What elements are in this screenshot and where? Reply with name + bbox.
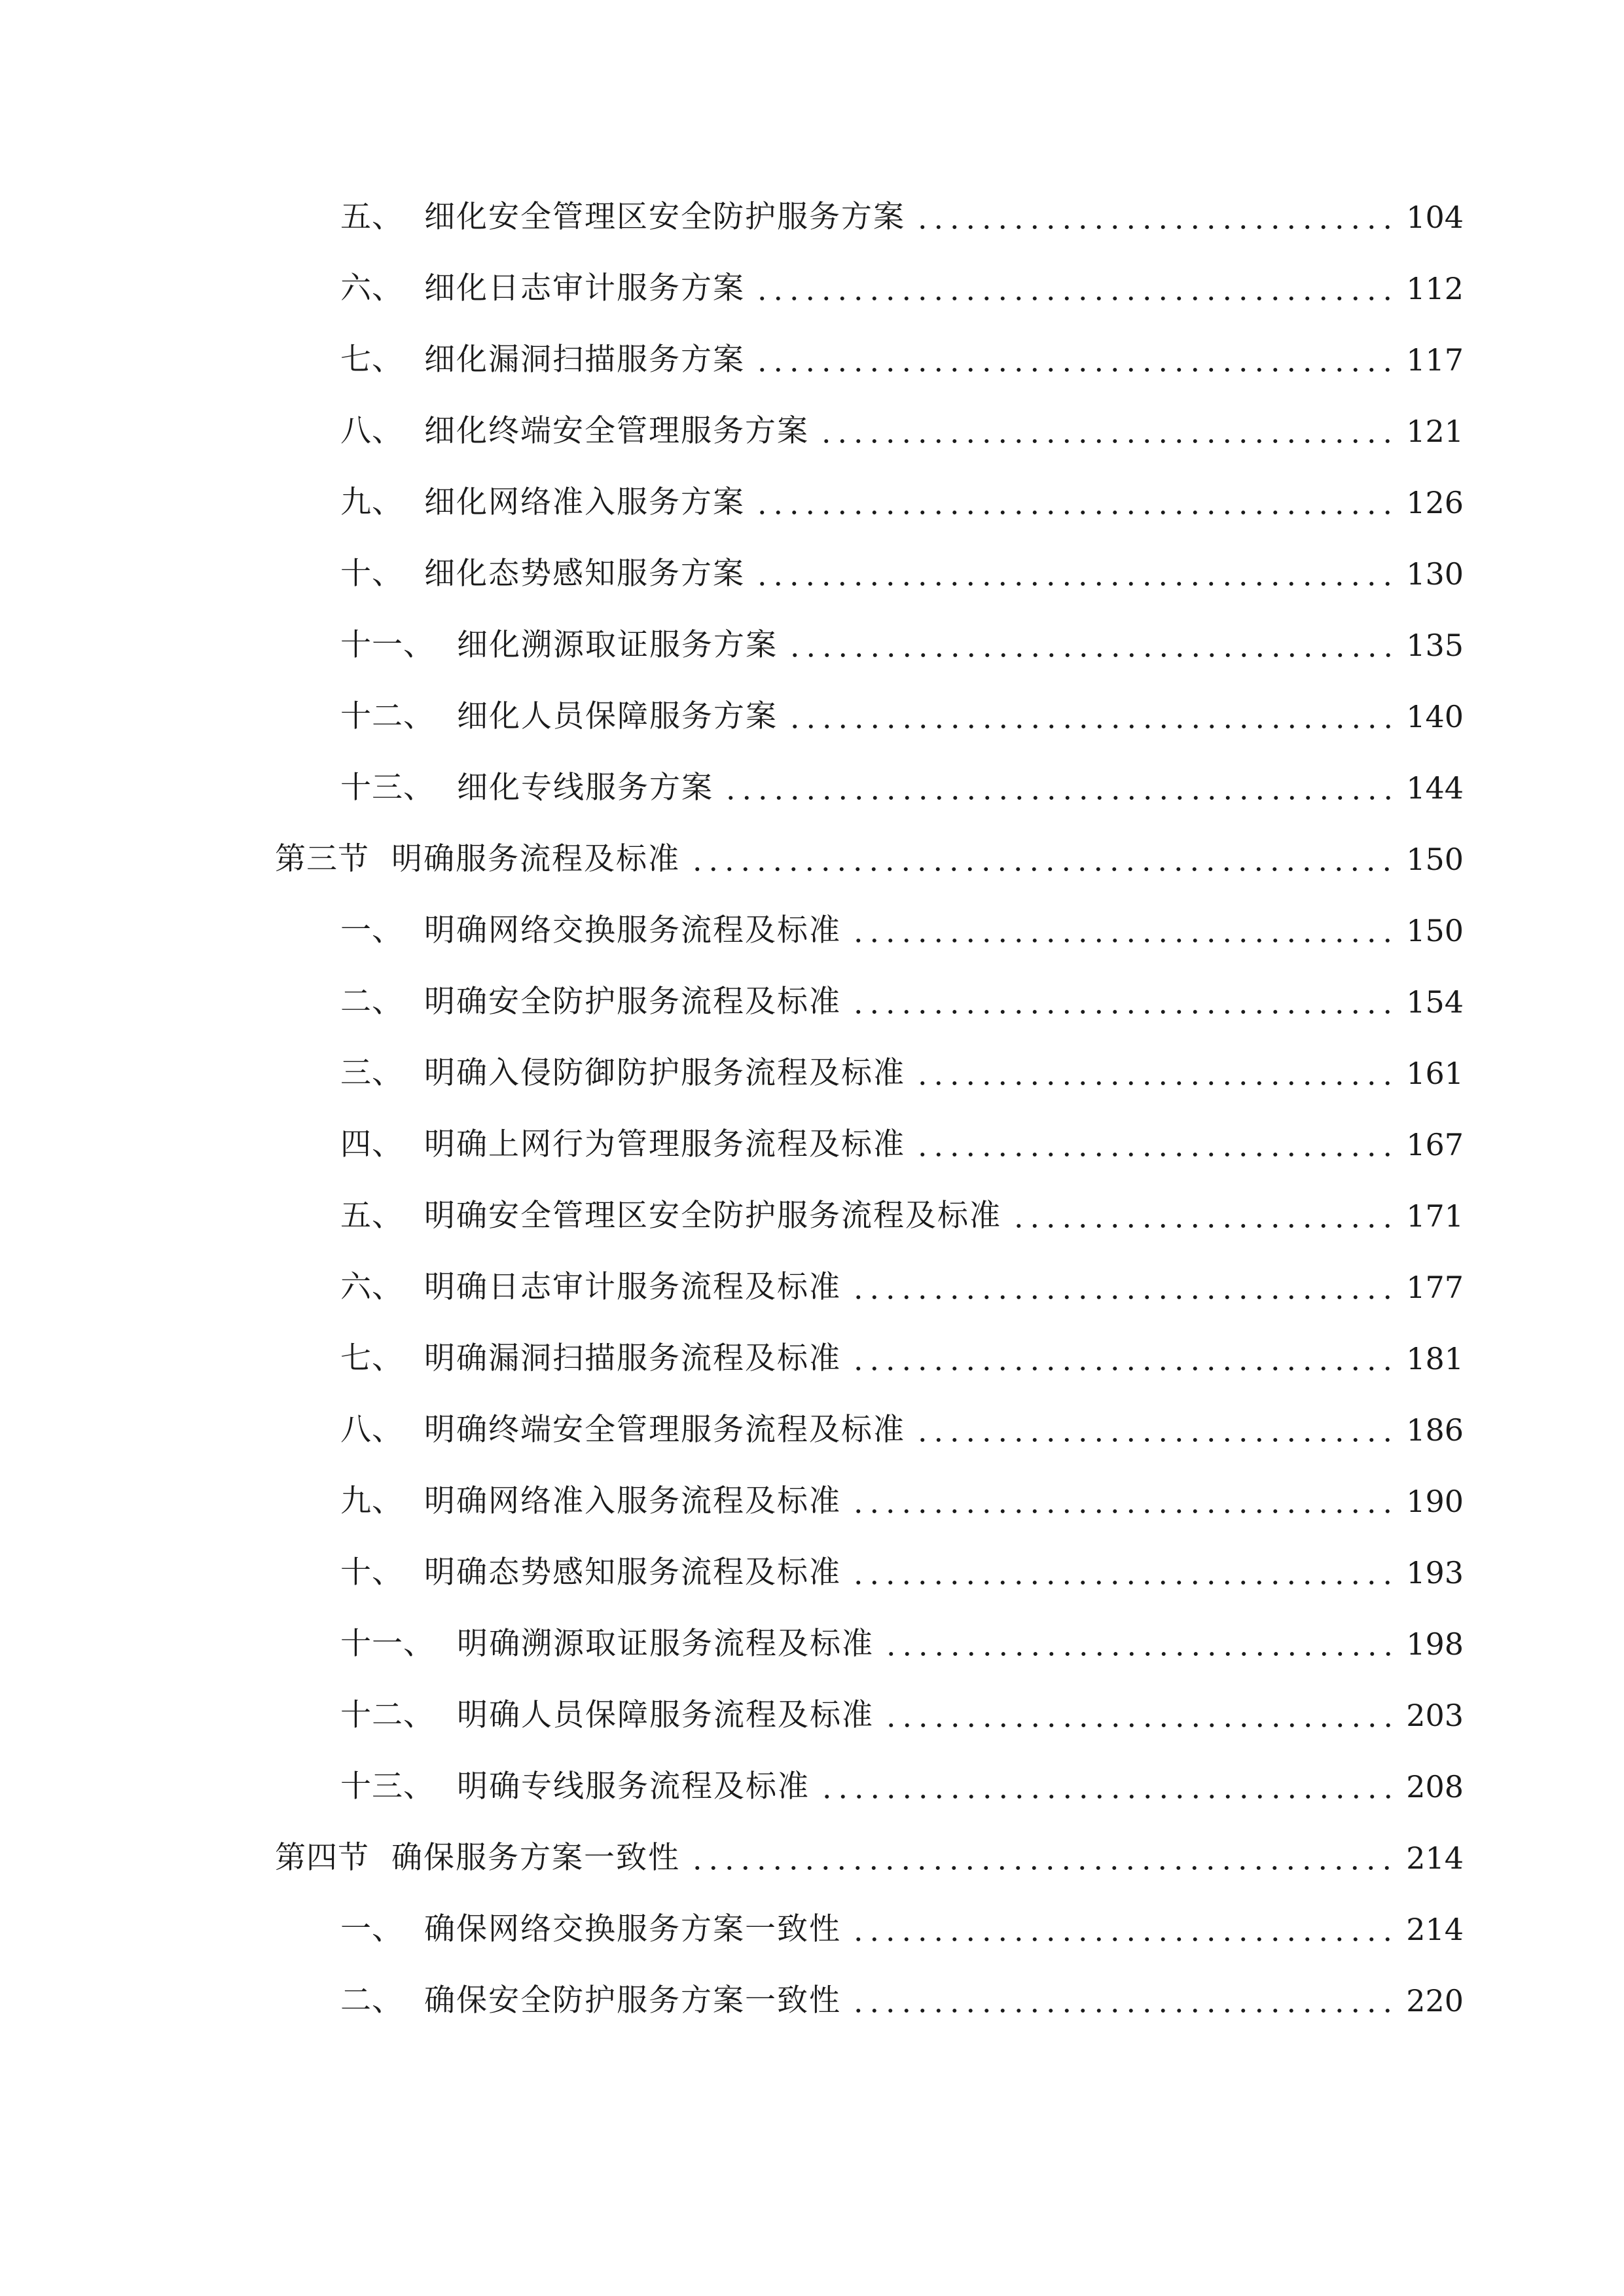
toc-section-number: 第三节 <box>275 841 369 877</box>
toc-entry-title: 细化人员保障服务方案 <box>457 698 778 734</box>
dot-leader <box>850 1903 1397 1956</box>
toc-entry-title: 明确专线服务流程及标准 <box>457 1768 810 1804</box>
toc-entry[interactable] <box>340 1618 1464 1670</box>
toc-entry[interactable] <box>340 191 1464 243</box>
toc-entry-page: 214 <box>1406 1840 1464 1876</box>
dot-leader <box>914 191 1397 243</box>
toc-entry-page: 190 <box>1406 1484 1464 1519</box>
toc-entry-page: 135 <box>1406 628 1464 663</box>
toc-entry-title: 确保安全防护服务方案一致性 <box>424 1982 841 2018</box>
toc-entry-page: 144 <box>1406 770 1464 806</box>
toc-entry[interactable] <box>340 405 1464 457</box>
dot-leader <box>1011 1190 1397 1242</box>
toc-entry-title: 明确网络交换服务流程及标准 <box>424 912 841 948</box>
toc-section-heading[interactable] <box>275 1832 1464 1884</box>
toc-entry-number: 六、 <box>340 270 403 306</box>
toc-entry-title: 明确态势感知服务流程及标准 <box>424 1554 841 1590</box>
toc-entry-title: 细化网络准入服务方案 <box>424 484 745 520</box>
toc-entry-number: 九、 <box>340 484 403 520</box>
dot-leader <box>850 905 1397 957</box>
toc-entry-number: 八、 <box>340 413 403 449</box>
dot-leader <box>914 1119 1397 1171</box>
toc-entry-page: 171 <box>1406 1198 1464 1234</box>
dot-leader <box>689 833 1397 886</box>
toc-entry[interactable] <box>340 1333 1464 1385</box>
dot-leader <box>787 691 1397 743</box>
dot-leader <box>850 1333 1397 1385</box>
toc-entry-number: 五、 <box>340 1198 403 1234</box>
toc-entry-title: 细化态势感知服务方案 <box>424 556 745 592</box>
toc-entry-title: 明确安全管理区安全防护服务流程及标准 <box>424 1198 1001 1234</box>
dot-leader <box>819 1761 1397 1813</box>
toc-entry-number: 七、 <box>340 342 403 378</box>
toc-entry[interactable] <box>340 1903 1464 1956</box>
dot-leader <box>723 762 1397 814</box>
dot-leader <box>787 619 1397 672</box>
toc-entry-page: 214 <box>1406 1912 1464 1947</box>
dot-leader <box>850 1975 1397 2027</box>
toc-entry[interactable] <box>340 262 1464 315</box>
toc-entry-title: 明确终端安全管理服务流程及标准 <box>424 1412 905 1448</box>
toc-entry-number: 八、 <box>340 1412 403 1448</box>
toc-entry[interactable] <box>340 1047 1464 1100</box>
toc-entry-number: 二、 <box>340 1982 403 2018</box>
toc-entry-title: 明确漏洞扫描服务流程及标准 <box>424 1340 841 1376</box>
toc-entry-page: 150 <box>1406 913 1464 948</box>
toc-entry-page: 220 <box>1406 1983 1464 2018</box>
toc-entry-page: 117 <box>1406 342 1464 378</box>
toc-entry-page: 181 <box>1406 1341 1464 1376</box>
toc-entry-title: 细化专线服务方案 <box>457 770 713 806</box>
toc-entry[interactable] <box>340 1261 1464 1314</box>
dot-leader <box>883 1618 1397 1670</box>
toc-entry-number: 十一、 <box>340 627 435 663</box>
toc-entry-number: 十二、 <box>340 1697 435 1733</box>
toc-entry-number: 六、 <box>340 1269 403 1305</box>
toc-entry-number: 十三、 <box>340 770 435 806</box>
toc-entry[interactable] <box>340 619 1464 672</box>
toc-section-title: 明确服务流程及标准 <box>391 841 680 877</box>
toc-entry-title: 明确入侵防御防护服务流程及标准 <box>424 1055 905 1091</box>
toc-entry-title: 细化安全管理区安全防护服务方案 <box>424 199 905 235</box>
dot-leader <box>914 1047 1397 1100</box>
dot-leader <box>754 262 1397 315</box>
dot-leader <box>754 334 1397 386</box>
toc-entry[interactable] <box>340 1761 1464 1813</box>
toc-entry-number: 三、 <box>340 1055 403 1091</box>
toc-entry[interactable] <box>340 334 1464 386</box>
dot-leader <box>850 1475 1397 1528</box>
dot-leader <box>850 1547 1397 1599</box>
toc-entry-page: 130 <box>1406 556 1464 592</box>
dot-leader <box>689 1832 1397 1884</box>
toc-entry[interactable] <box>340 1119 1464 1171</box>
toc-entry-title: 细化漏洞扫描服务方案 <box>424 342 745 378</box>
toc-entry[interactable] <box>340 1404 1464 1456</box>
toc-entry-title: 明确网络准入服务流程及标准 <box>424 1483 841 1519</box>
toc-entry-page: 154 <box>1406 984 1464 1020</box>
toc-entry[interactable] <box>340 762 1464 814</box>
toc-entry-number: 十一、 <box>340 1626 435 1662</box>
toc-entry-title: 确保网络交换服务方案一致性 <box>424 1911 841 1947</box>
toc-entry-number: 五、 <box>340 199 403 235</box>
toc-entry-number: 七、 <box>340 1340 403 1376</box>
toc-entry[interactable] <box>340 476 1464 529</box>
toc-entry-title: 细化日志审计服务方案 <box>424 270 745 306</box>
toc-entry-page: 167 <box>1406 1127 1464 1162</box>
toc-entry-page: 198 <box>1406 1626 1464 1662</box>
toc-entry[interactable] <box>340 691 1464 743</box>
toc-entry-page: 161 <box>1406 1056 1464 1091</box>
toc-entry-number: 十、 <box>340 1554 403 1590</box>
toc-entry-page: 104 <box>1406 200 1464 235</box>
dot-leader <box>754 476 1397 529</box>
toc-entry-page: 112 <box>1406 271 1464 306</box>
toc-entry-title: 明确溯源取证服务流程及标准 <box>457 1626 874 1662</box>
toc-entry-number: 一、 <box>340 1911 403 1947</box>
toc-entry-number: 十二、 <box>340 698 435 734</box>
toc-entry-number: 十三、 <box>340 1768 435 1804</box>
toc-entry[interactable] <box>340 1190 1464 1242</box>
toc-entry-page: 193 <box>1406 1555 1464 1590</box>
toc-entry[interactable] <box>340 1975 1464 2027</box>
toc-entry-page: 186 <box>1406 1412 1464 1448</box>
toc-entry[interactable] <box>340 976 1464 1028</box>
toc-entry-page: 140 <box>1406 699 1464 734</box>
toc-entry-number: 十、 <box>340 556 403 592</box>
toc-entry-title: 明确上网行为管理服务流程及标准 <box>424 1126 905 1162</box>
toc-entry[interactable] <box>340 548 1464 600</box>
toc-entry-title: 明确安全防护服务流程及标准 <box>424 984 841 1020</box>
toc-entry[interactable] <box>340 1689 1464 1742</box>
toc-section-heading[interactable] <box>275 833 1464 886</box>
dot-leader <box>914 1404 1397 1456</box>
toc-entry[interactable] <box>340 1547 1464 1599</box>
toc-entry-page: 177 <box>1406 1270 1464 1305</box>
toc-section-number: 第四节 <box>275 1840 369 1876</box>
toc-entry-page: 121 <box>1406 414 1464 449</box>
dot-leader <box>883 1689 1397 1742</box>
toc-entry-number: 二、 <box>340 984 403 1020</box>
toc-entry-number: 一、 <box>340 912 403 948</box>
dot-leader <box>850 976 1397 1028</box>
dot-leader <box>754 548 1397 600</box>
toc-entry-number: 四、 <box>340 1126 403 1162</box>
toc-entry-page: 126 <box>1406 485 1464 520</box>
toc-entry[interactable] <box>340 1475 1464 1528</box>
toc-entry-page: 150 <box>1406 842 1464 877</box>
toc-entry-page: 203 <box>1406 1698 1464 1733</box>
toc-section-title: 确保服务方案一致性 <box>391 1840 680 1876</box>
dot-leader <box>850 1261 1397 1314</box>
dot-leader <box>818 405 1397 457</box>
toc-entry-title: 细化终端安全管理服务方案 <box>424 413 809 449</box>
toc-entry-number: 九、 <box>340 1483 403 1519</box>
toc-entry[interactable] <box>340 905 1464 957</box>
toc-entry-title: 明确人员保障服务流程及标准 <box>457 1697 874 1733</box>
toc-entry-title: 细化溯源取证服务方案 <box>457 627 778 663</box>
toc-entry-page: 208 <box>1406 1769 1464 1804</box>
toc-entry-title: 明确日志审计服务流程及标准 <box>424 1269 841 1305</box>
